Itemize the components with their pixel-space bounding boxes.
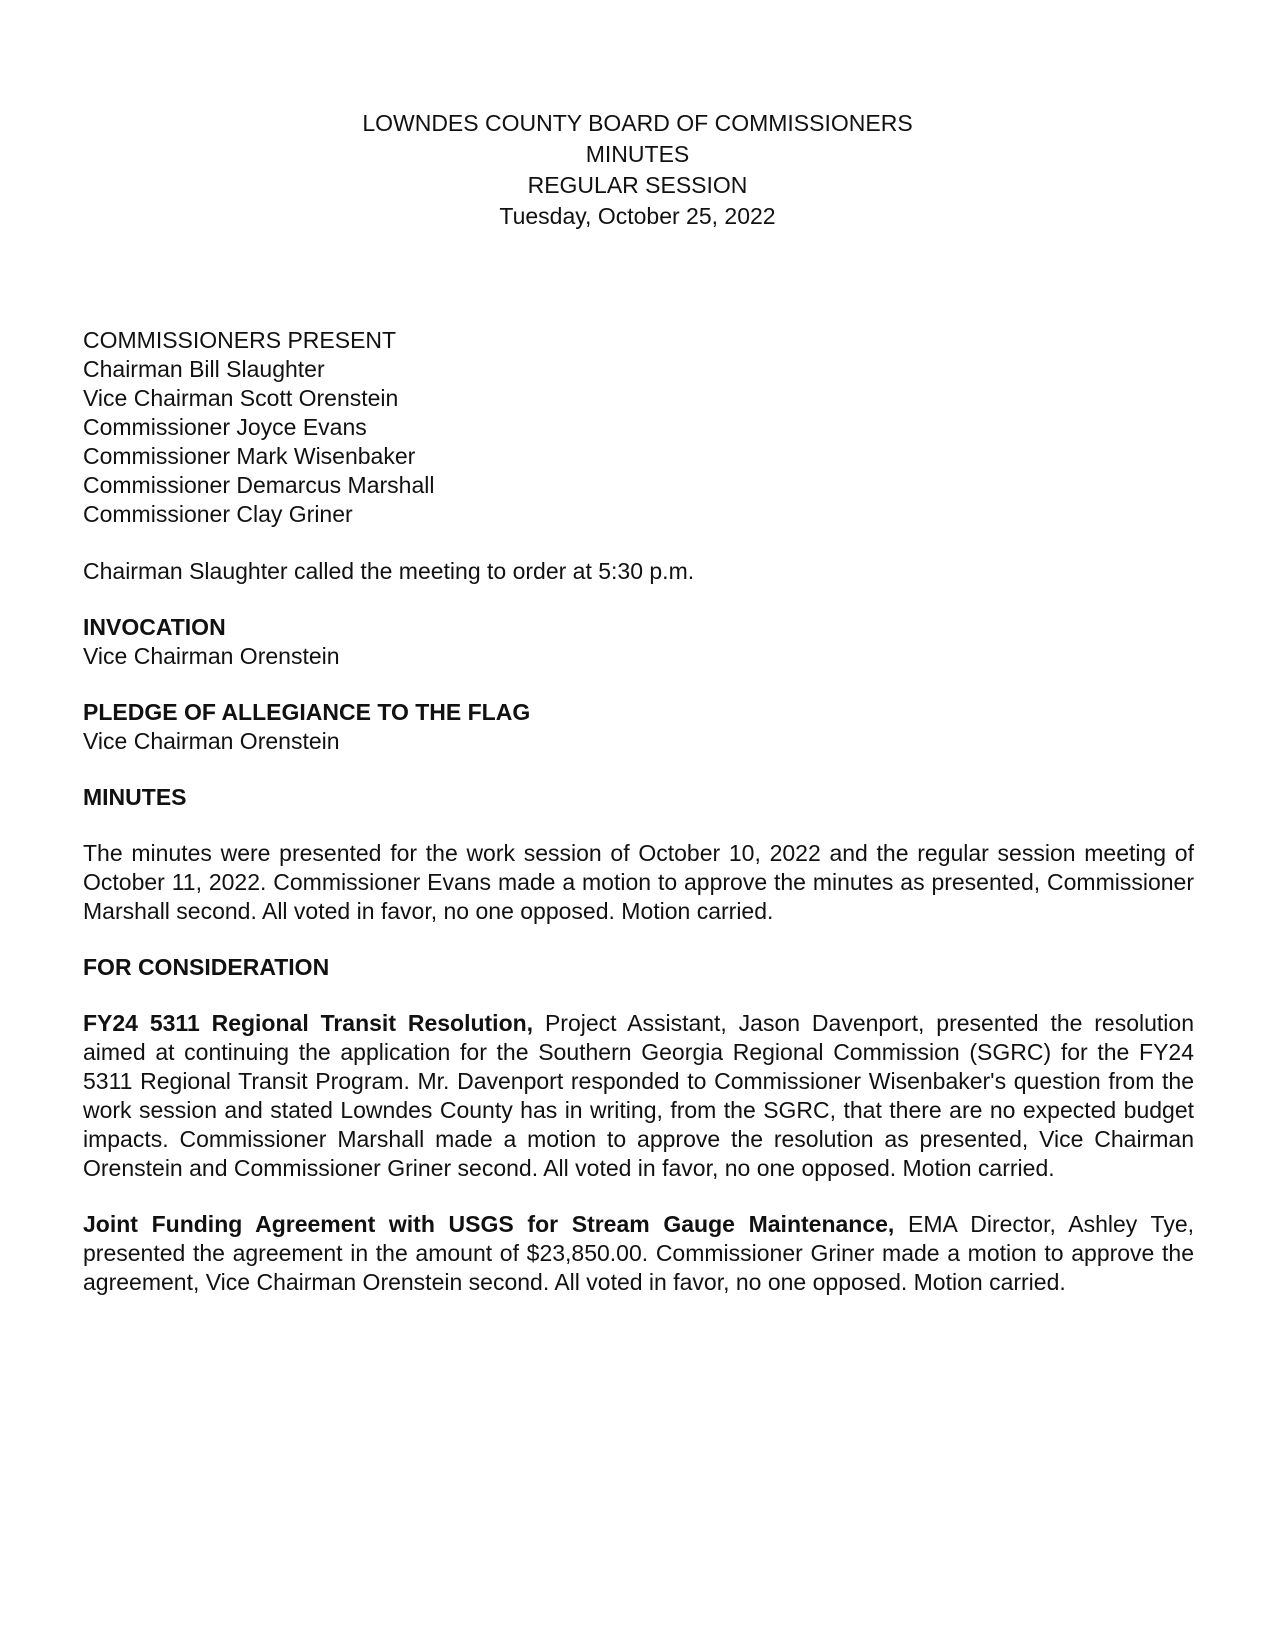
attendees-heading: COMMISSIONERS PRESENT <box>83 327 397 353</box>
attendees-section <box>83 326 1194 529</box>
attendee-name: Commissioner Mark Wisenbaker <box>83 443 416 469</box>
consideration-item-title: FY24 5311 Regional Transit Resolution, <box>83 1010 534 1036</box>
session-title: REGULAR SESSION <box>527 172 748 198</box>
document-header <box>0 108 1275 232</box>
pledge-text: Vice Chairman Orenstein <box>83 728 340 754</box>
consideration-item <box>83 1210 1194 1297</box>
document-body <box>83 326 1194 1297</box>
doc-type-title: MINUTES <box>585 141 690 167</box>
call-to-order: Chairman Slaughter called the meeting to order at 5:30 p.m. <box>83 558 695 584</box>
meeting-date: Tuesday, October 25, 2022 <box>499 203 776 229</box>
minutes-section <box>83 783 1194 926</box>
invocation-text: Vice Chairman Orenstein <box>83 643 340 669</box>
attendee-name: Commissioner Clay Griner <box>83 501 353 527</box>
attendee-name: Chairman Bill Slaughter <box>83 356 325 382</box>
attendee-name: Vice Chairman Scott Orenstein <box>83 385 399 411</box>
minutes-heading: MINUTES <box>83 784 187 810</box>
attendee-name: Commissioner Joyce Evans <box>83 414 367 440</box>
invocation-heading: INVOCATION <box>83 614 226 640</box>
consideration-item-title: Joint Funding Agreement with USGS for Stream Gauge Maintenance, <box>83 1211 895 1237</box>
minutes-text: The minutes were presented for the work session of October 10, 2022 and the regular session meeting of October 11, 2022. Commissioner Evans made a motion to approve the minutes as presented, Commissioner Marshall second. All voted in favor, no one opposed. Motion carried. <box>83 840 1194 924</box>
pledge-heading: PLEDGE OF ALLEGIANCE TO THE FLAG <box>83 699 531 725</box>
org-title: LOWNDES COUNTY BOARD OF COMMISSIONERS <box>362 110 913 136</box>
invocation-section <box>83 613 1194 671</box>
attendee-name: Commissioner Demarcus Marshall <box>83 472 435 498</box>
consideration-item-text: Project Assistant, Jason Davenport, presented the resolution aimed at continuing the application for the Southern Georgia Regional Commission (SGRC) for the FY24 5311 Regional Transit Program. Mr. Davenport responded to Commissioner Wisenbaker's question from the work session and stated Lowndes County has in writing, from the SGRC, that there are no expected budget impacts. Commissioner Marshall made a motion to approve the resolution as presented, Vice Chairman Orenstein and Commissioner Griner second. All voted in favor, no one opposed. Motion carried. <box>83 1010 1194 1181</box>
consideration-item <box>83 1009 1194 1183</box>
consideration-item-text: EMA Director, Ashley Tye, presented the agreement in the amount of $23,850.00. Commissioner Griner made a motion to approve the agreement, Vice Chairman Orenstein second. All voted in favor, no one opposed. Motion carried. <box>83 1211 1194 1295</box>
consideration-heading: FOR CONSIDERATION <box>83 954 330 980</box>
consideration-section <box>83 953 1194 1297</box>
pledge-section <box>83 698 1194 756</box>
